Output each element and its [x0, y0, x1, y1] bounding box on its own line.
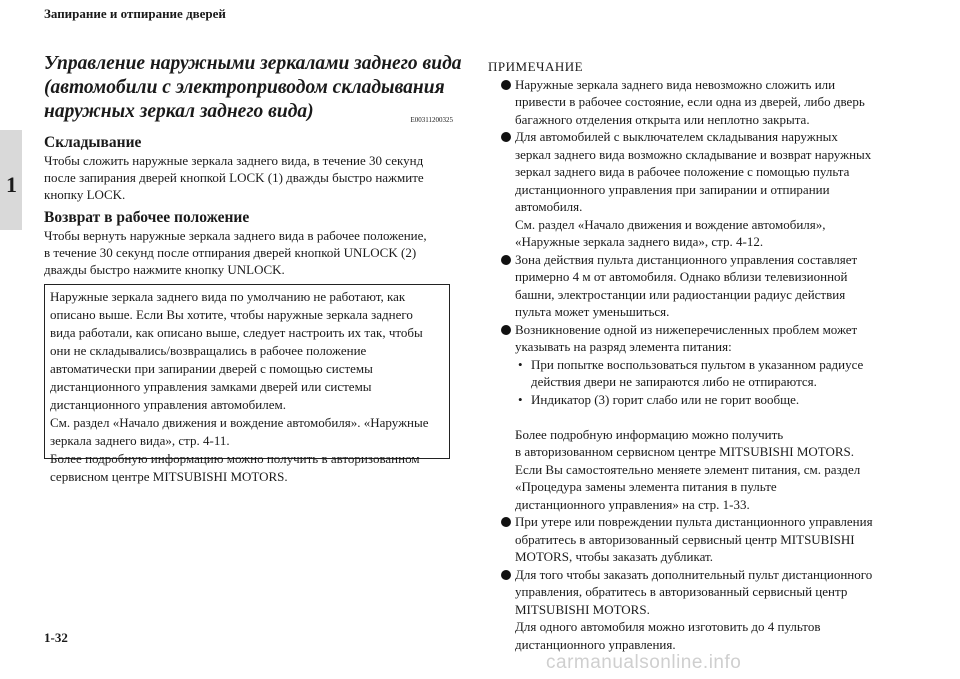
text-line: дистанционного управления замками дверей или системы: [50, 379, 372, 394]
bullet-dot-icon: [501, 80, 511, 90]
text-line: описано выше. Если Вы хотите, чтобы наружные зеркала заднего: [50, 307, 413, 322]
text-line: «Наружные зеркала заднего вида», стр. 4-12.: [515, 234, 764, 249]
text-line: они не складывались/возвращались в рабочее положение: [50, 343, 367, 358]
text-line: сервисном центре MITSUBISHI MOTORS.: [50, 469, 288, 484]
note-label: ПРИМЕЧАНИЕ: [488, 59, 584, 74]
bullet-dot-icon: [501, 255, 511, 265]
text-line: автомобиля.: [515, 199, 583, 214]
bullet-dot-icon: [501, 325, 511, 335]
note-bullet: При утере или повреждении пульта дистанционного управления: [488, 513, 928, 531]
text-line: зеркал заднего вида возможно складывание и возврат наружных: [515, 146, 872, 162]
text-line: вида работали, как описано выше, следует настроить их так, чтобы: [50, 325, 423, 340]
section-title-line: наружных зеркал заднего вида): [44, 101, 314, 122]
text-line: См. раздел «Начало движения и вождение автомобиля»,: [515, 216, 826, 232]
watermark: carmanualsonline.info: [546, 652, 742, 673]
folding-text: [44, 152, 454, 203]
sub-bullet-marker: •: [518, 391, 523, 407]
page-header-title: Запирание и отпирание дверей: [44, 6, 226, 21]
text-line: пульта может уменьшиться.: [515, 304, 670, 319]
text-line: MOTORS, чтобы заказать дубликат.: [515, 549, 713, 564]
note-bullet: Для автомобилей с выключателем складывания наружных: [488, 128, 928, 146]
sub-bullet: • При попытке воспользоваться пультом в указанном радиусе: [518, 356, 864, 372]
notes-column: [488, 58, 928, 653]
folding-heading: Складывание: [44, 134, 142, 151]
text-line: дистанционного управления» на стр. 1-33.: [515, 496, 750, 512]
text-line: действия двери не запираются либо не отпираются.: [531, 374, 817, 389]
text-line: в авторизованном сервисном центре MITSUBISHI MOTORS.: [515, 444, 855, 459]
return-heading: Возврат в рабочее положение: [44, 209, 250, 226]
text-line: кнопку LOCK.: [44, 187, 126, 202]
text-line: MITSUBISHI MOTORS.: [515, 601, 650, 617]
text-line: Для одного автомобиля можно изготовить до 4 пультов: [515, 619, 821, 634]
text-line: башни, электростанции или радиостанции радиус действия: [515, 286, 846, 302]
text-line: примерно 4 м от автомобиля. Однако вблизи телевизионной: [515, 269, 848, 284]
chapter-number: 1: [6, 172, 17, 197]
text-line: Более подробную информацию можно получить: [515, 426, 784, 442]
bullet-dot-icon: [501, 517, 511, 527]
text-line: указывать на разряд элемента питания:: [515, 339, 732, 354]
text-line: «Процедура замены элемента питания в пульте: [515, 479, 777, 494]
text-line: Более подробную информацию можно получить в авторизованном: [50, 451, 420, 466]
return-text: [44, 227, 454, 278]
note-bullet: Для того чтобы заказать дополнительный пульт дистанционного: [488, 566, 928, 584]
text-line: Наружные зеркала заднего вида по умолчанию не работают, как: [50, 289, 406, 304]
sub-bullet-marker: •: [518, 356, 523, 372]
spacer: [488, 408, 928, 426]
note-bullet: Наружные зеркала заднего вида невозможно сложить или: [488, 76, 928, 94]
text-line: См. раздел «Начало движения и вождение автомобиля». «Наружные: [50, 415, 429, 430]
section-code: E00311200325: [410, 116, 453, 124]
text-line: в течение 30 секунд после отпирания дверей кнопкой UNLOCK (2): [44, 245, 417, 260]
text-line: Чтобы вернуть наружные зеркала заднего вида в рабочее положение,: [44, 228, 427, 243]
text-line: дистанционного управления автомобилем.: [50, 397, 286, 412]
text-line: дистанционного управления при запирании и отпирании: [515, 181, 830, 197]
bullet-dot-icon: [501, 570, 511, 580]
section-title-line: Управление наружными зеркалами заднего вида: [44, 53, 462, 74]
caution-box: [44, 284, 450, 484]
section-title-line: (автомобили с электроприводом складывания: [44, 77, 445, 98]
text-line: зеркала заднего вида», стр. 4-11.: [50, 433, 230, 448]
bullet-dot-icon: [501, 132, 511, 142]
text-line: дважды быстро нажмите кнопку UNLOCK.: [44, 262, 285, 277]
note-bullet: Возникновение одной из нижеперечисленных проблем может: [488, 321, 928, 339]
note-bullet: Зона действия пульта дистанционного управления составляет: [488, 251, 928, 269]
text-line: багажного отделения открыта или неплотно закрыта.: [515, 111, 810, 127]
text-line: автоматически при запирании дверей с помощью системы: [50, 361, 373, 376]
text-line: Чтобы сложить наружные зеркала заднего вида, в течение 30 секунд: [44, 153, 424, 168]
text-line: обратитесь в авторизованный сервисный центр MITSUBISHI: [515, 531, 855, 547]
text-line: управления, обратитесь в авторизованный сервисный центр: [515, 584, 848, 599]
text-line: Если Вы самостоятельно меняете элемент питания, см. раздел: [515, 461, 861, 477]
text-line: дистанционного управления.: [515, 636, 676, 652]
page-number: 1-32: [44, 630, 68, 645]
text-line: после запирания дверей кнопкой LOCK (1) дважды быстро нажмите: [44, 170, 424, 185]
text-line: привести в рабочее состояние, если одна из дверей, либо дверь: [515, 94, 865, 109]
section-title: [44, 52, 464, 124]
text-line: зеркал заднего вида в рабочее положение с помощью пульта: [515, 164, 850, 179]
sub-bullet: • Индикатор (3) горит слабо или не горит вообще.: [518, 391, 800, 407]
